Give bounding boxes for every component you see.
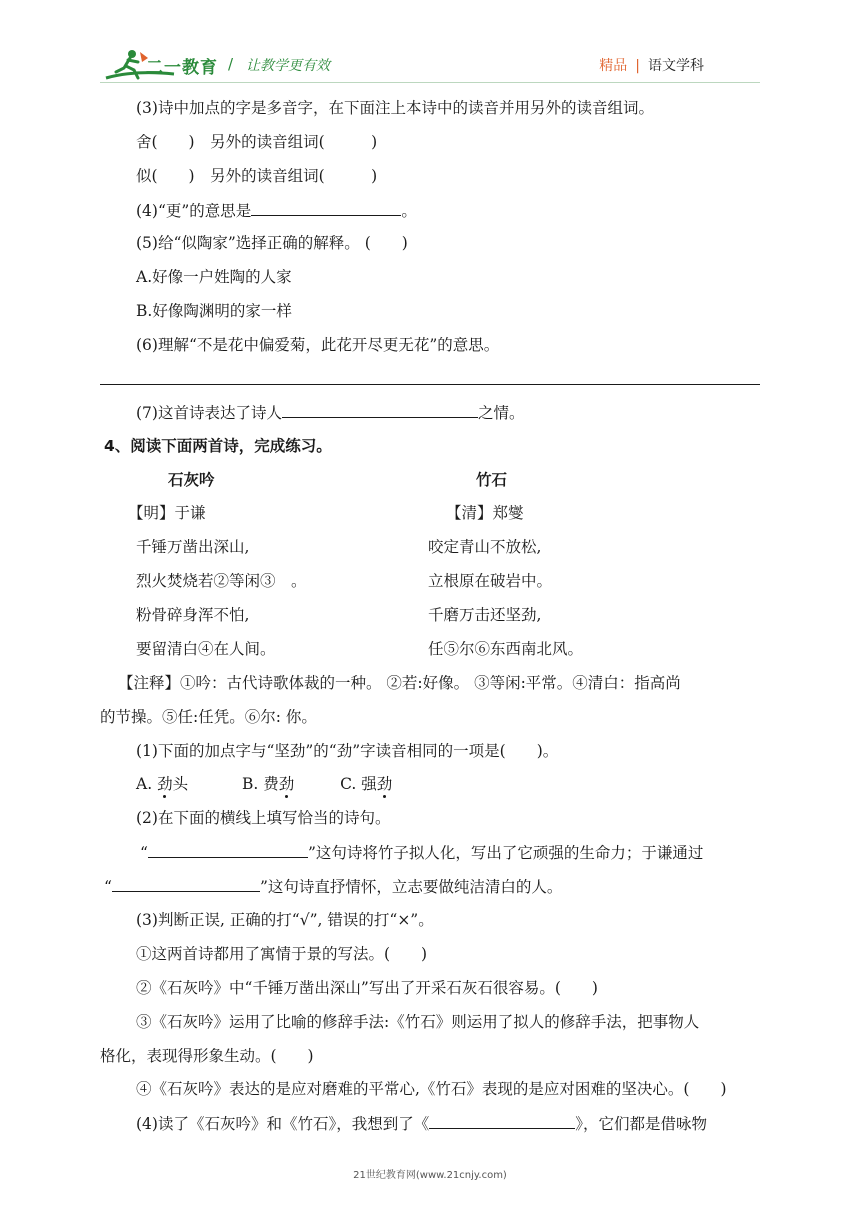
header-separator: | [635, 58, 640, 74]
poem2-line4: 任⑤尔⑥东西南北风。 [428, 640, 584, 658]
answer-blank[interactable] [282, 402, 478, 418]
judge-item-3a: ③《石灰吟》运用了比喻的修辞手法:《竹石》则运用了拟人的修辞手法，把事物人 [136, 1013, 700, 1031]
sub2-line2-text: ”这句诗直抒情怀，立志要做纯洁清白的人。 [259, 878, 563, 896]
q3-si-line: 似( ) 另外的读音组词( ) [136, 167, 378, 185]
open-quote: “ [104, 878, 112, 896]
open-quote: “ [140, 844, 148, 862]
q3-part6: (6)理解“不是花中偏爱菊，此花开尽更无花”的意思。 [136, 336, 500, 354]
q3-part3: (3)诗中加点的字是多音字，在下面注上本诗中的读音并用另外的读音组词。 [136, 99, 654, 117]
option-c [340, 775, 392, 793]
sub2-line1-text: ”这句诗将竹子拟人化，写出了它顽强的生命力；于谦通过 [307, 844, 704, 862]
q3-she-line: 舍( ) 另外的读音组词( ) [136, 133, 378, 151]
q4-sub2: (2)在下面的横线上填写恰当的诗句。 [136, 809, 391, 827]
option-a [136, 775, 188, 793]
header-divider [100, 82, 760, 83]
poem2-line3: 千磨万击还坚劲, [428, 606, 542, 624]
brand-tagline: 让教学更有效 [246, 58, 330, 74]
q3-option-a: A.好像一户姓陶的人家 [136, 268, 292, 286]
q4-sub1-options [136, 774, 392, 794]
brand-name: 二一教育 [146, 58, 218, 78]
q3-option-b: B.好像陶渊明的家一样 [136, 302, 292, 320]
q3-part7 [136, 402, 524, 423]
q4-heading: 4、阅读下面两首诗，完成练习。 [104, 437, 332, 455]
judge-item-3b: 格化，表现得形象生动。( ) [100, 1047, 314, 1065]
answer-blank[interactable] [148, 842, 308, 858]
poem2-line1: 咬定青山不放松, [428, 538, 542, 556]
notes-line1: 【注释】①吟：古代诗歌体裁的一种。 ②若:好像。 ③等闲:平常。④清白：指高尚 [118, 674, 681, 692]
poem1-line1: 千锤万凿出深山, [136, 538, 250, 556]
option-b-prefix: B. 费 [241, 775, 279, 793]
option-a-suffix: 头 [172, 775, 189, 793]
q4-sub3: (3)判断正误, 正确的打“√”, 错误的打“×”。 [136, 911, 434, 929]
answer-blank[interactable] [251, 200, 401, 216]
header-slash: / [228, 55, 234, 73]
poem1-title: 石灰吟 [168, 471, 215, 489]
option-c-prefix: C. 强 [340, 775, 377, 793]
subject-label [599, 55, 704, 75]
q3-part7-text: (7)这首诗表达了诗人 [136, 404, 282, 422]
q4-sub2-line1 [140, 842, 703, 863]
option-c-char: 劲 [376, 775, 393, 793]
notes-line2: 的节操。⑤任:任凭。⑥尔: 你。 [100, 708, 317, 726]
q3-part7-end: 之情。 [477, 404, 525, 422]
judge-item-4: ④《石灰吟》表达的是应对磨难的平常心,《竹石》表现的是应对困难的坚决心。( ) [136, 1080, 727, 1098]
poem2-title: 竹石 [476, 471, 508, 489]
q3-part5: (5)给“似陶家”选择正确的解释。 ( ) [136, 234, 408, 252]
subject-name: 语文学科 [648, 58, 704, 74]
q4-sub4 [136, 1113, 707, 1134]
page-header [0, 0, 860, 90]
option-a-prefix: A. [136, 775, 158, 793]
judge-item-1: ①这两首诗都用了寓情于景的写法。( ) [136, 945, 428, 963]
judge-item-2: ②《石灰吟》中“千锤万凿出深山”写出了开采石灰石很容易。( ) [136, 979, 598, 997]
answer-blank[interactable] [429, 1113, 575, 1129]
option-b [242, 775, 294, 793]
sub4-text: (4)读了《石灰吟》和《竹石》，我想到了《 [136, 1115, 430, 1133]
sub4-end: 》，它们都是借咏物 [575, 1115, 707, 1133]
poem1-line2: 烈火焚烧若②等闲③ 。 [136, 572, 307, 590]
option-a-char: 劲 [157, 775, 173, 793]
quality-label: 精品 [599, 58, 628, 74]
poem2-line2: 立根原在破岩中。 [428, 572, 553, 590]
poem1-author: 【明】于谦 [128, 504, 206, 522]
poem2-author: 【清】郑燮 [446, 504, 524, 522]
q4-sub2-line2 [104, 876, 562, 897]
q4-sub1: (1)下面的加点字与“坚劲”的“劲”字读音相同的一项是( )。 [136, 742, 559, 760]
q3-part4-text: (4)“更”的意思是 [136, 202, 252, 220]
answer-line[interactable] [100, 384, 760, 385]
q3-part4-end: 。 [401, 202, 417, 220]
option-b-char: 劲 [278, 775, 295, 793]
answer-blank[interactable] [112, 876, 260, 892]
q3-part4 [136, 200, 417, 221]
poem1-line3: 粉骨碎身浑不怕, [136, 606, 250, 624]
page-footer: 21世纪教育网(www.21cnjy.com) [353, 1170, 507, 1181]
poem1-line4: 要留清白④在人间。 [136, 640, 276, 658]
